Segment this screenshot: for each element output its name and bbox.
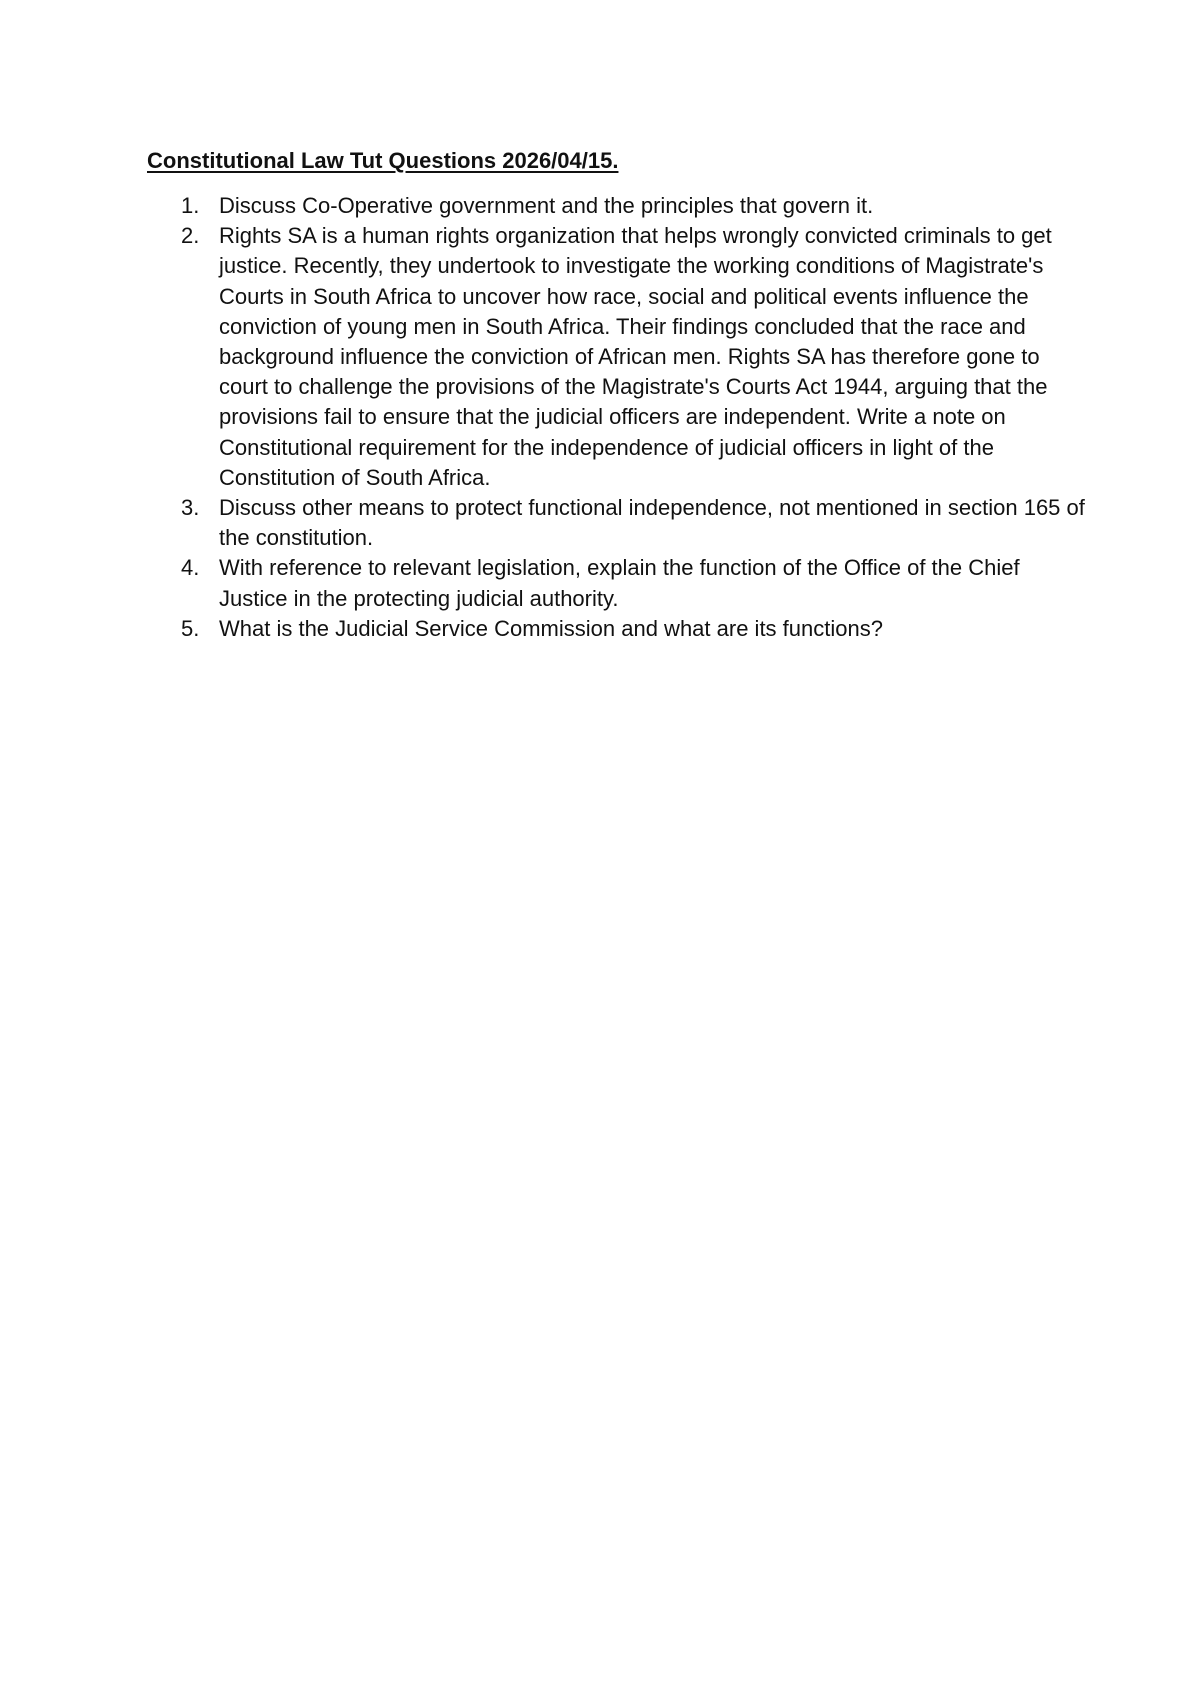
list-item	[181, 191, 1089, 221]
question-text: What is the Judicial Service Commission and what are its functions?	[219, 615, 883, 641]
question-number: 1.	[181, 193, 200, 218]
question-text: Discuss Co-Operative government and the principles that govern it.	[219, 193, 874, 218]
question-number: 5.	[181, 615, 200, 641]
question-list	[181, 191, 1089, 644]
list-item	[181, 553, 1089, 613]
question-text: Rights SA is a human rights organization that helps wrongly convicted criminals to get justice. Recently, they undertook to investigate the working conditions of Magistrate's Courts in South Africa to uncover how race, social and political events influence the conviction of young men in South Africa. Their findings concluded that the race and background influence the conviction of African men. Rights SA has therefore gone to court to challenge the provisions of the Magistrate's Courts Act 1944, arguing that the provisions fail to ensure that the judicial officers are independent. Write a note on Constitutional requirement for the independence of judicial officers in light of the Constitution of South Africa.	[219, 223, 1052, 490]
question-text: Discuss other means to protect functional independence, not mentioned in section 165 of the constitution.	[219, 495, 1085, 551]
question-number: 4.	[181, 555, 200, 581]
list-item	[181, 493, 1089, 553]
list-item	[181, 221, 1089, 493]
question-number: 3.	[181, 495, 200, 521]
question-number: 2.	[181, 223, 200, 249]
document-title: Constitutional Law Tut Questions 2026/04/15.	[147, 148, 619, 173]
list-item	[181, 614, 1089, 644]
question-text: With reference to relevant legislation, explain the function of the Office of the Chief Justice in the protecting judicial authority.	[219, 555, 1020, 611]
